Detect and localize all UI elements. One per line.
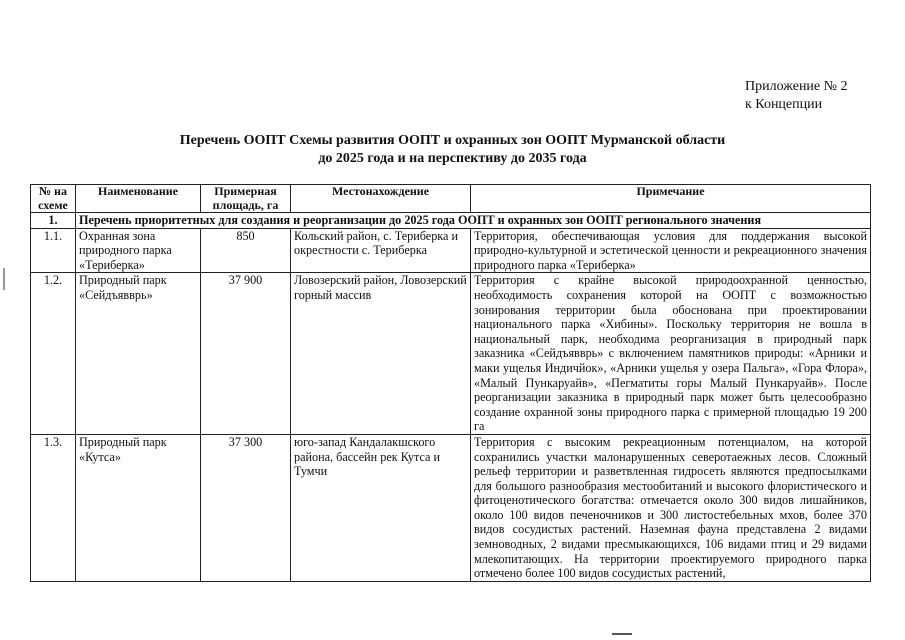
- section-row: [31, 213, 871, 229]
- row-note: Территория с крайне высокой природоохранной ценностью, необходимость сохранения которой на ООПТ с возможностью зонирования территории была обоснована при проектировании национального парка «Хибины». Поскольку территория не вошла в национальный парк, необходима реорганизация в природный парк заказника «Сейдъявврь» с включением памятников природы: «Арники и маки ущелья Индичйок», «Арники ущелья у озера Пальга», «Гора Флора», «Малый Пункаруайв», «Пегматиты горы Малый Пункаруайв». После реорганизации заказника в природный парк может быть целесообразно создание охранной зоны природного парка с примерной площадью 19 200 га: [471, 273, 871, 435]
- scan-mark: [3, 268, 5, 290]
- section-num: 1.: [31, 213, 76, 229]
- document-title: [0, 132, 905, 168]
- scan-mark: [612, 633, 632, 635]
- oopt-table: [30, 184, 871, 582]
- row-num: 1.2.: [31, 273, 76, 435]
- row-area: 37 900: [201, 273, 291, 435]
- header-name: Наименование: [76, 185, 201, 213]
- table-row: [31, 273, 871, 435]
- header-num: № на схеме: [31, 185, 76, 213]
- table-header-row: [31, 185, 871, 213]
- section-text: Перечень приоритетных для создания и реорганизации до 2025 года ООПТ и охранных зон ООПТ регионального значения: [76, 213, 871, 229]
- appendix-line-1: Приложение № 2: [745, 79, 848, 94]
- row-location: юго-запад Кандалакшского района, бассейн рек Кутса и Тумчи: [291, 434, 471, 581]
- row-location: Ловозерский район, Ловозерский горный массив: [291, 273, 471, 435]
- row-name: Природный парк «Сейдъявврь»: [76, 273, 201, 435]
- row-note: Территория с высоким рекреационным потенциалом, на которой сохранились участки малонарушенных северотаежных лесов. Сложный рельеф территории и разветвленная гидросеть являются предпосылками для большого разнообразия местообитаний и высокого флористического и фитоценотического богатства: отмечается около 300 видов лишайников, около 100 видов печеночников и 300 листостебельных мхов, более 370 видов сосудистых растений. Наземная фауна представлена 2 видами земноводных, 2 видами пресмыкающихся, 106 видами птиц и 29 видами млекопитающих. На территории проектируемого природного парка отмечено более 100 видов сосудистых растений,: [471, 434, 871, 581]
- title-line-1: Перечень ООПТ Схемы развития ООПТ и охранных зон ООПТ Мурманской области: [179, 133, 726, 148]
- row-name: Природный парк «Кутса»: [76, 434, 201, 581]
- appendix-label: [745, 78, 848, 114]
- header-area: Примерная площадь, га: [201, 185, 291, 213]
- header-location: Местонахождение: [291, 185, 471, 213]
- header-note: Примечание: [471, 185, 871, 213]
- row-num: 1.3.: [31, 434, 76, 581]
- row-num: 1.1.: [31, 228, 76, 273]
- appendix-line-2: к Концепции: [745, 97, 823, 112]
- row-area: 850: [201, 228, 291, 273]
- row-location: Кольский район, с. Териберка и окрестности с. Териберка: [291, 228, 471, 273]
- row-name: Охранная зона природного парка «Териберка»: [76, 228, 201, 273]
- row-area: 37 300: [201, 434, 291, 581]
- row-note: Территория, обеспечивающая условия для поддержания высокой природно-культурной и эстетической ценности и рекреационного значения природного парка «Териберка»: [471, 228, 871, 273]
- title-line-2: до 2025 года и на перспективу до 2035 года: [318, 151, 587, 166]
- table-row: [31, 434, 871, 581]
- table-row: [31, 228, 871, 273]
